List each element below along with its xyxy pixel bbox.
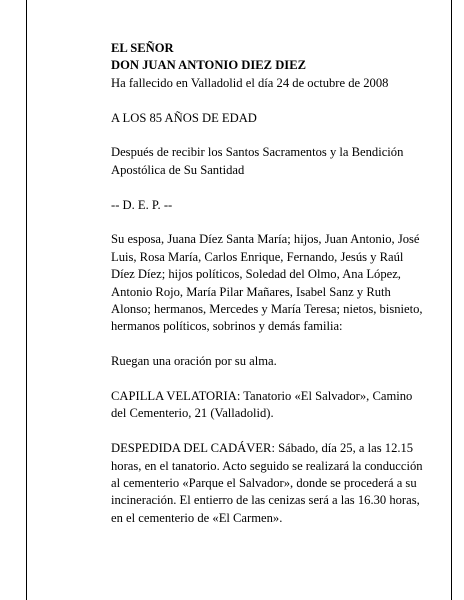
prayer-line: Ruegan una oración por su alma. <box>111 354 277 369</box>
sacraments-paragraph: Después de recibir los Santos Sacramentos y la Bendición Apostólica de Su Santidad <box>111 145 404 177</box>
chapel-paragraph: CAPILLA VELATORIA: Tanatorio «El Salvador», Camino del Cementerio, 21 (Valladolid). <box>111 389 413 421</box>
family-paragraph: Su esposa, Juana Díez Santa María; hijos, Juan Antonio, José Luis, Rosa María, Carlos Enrique, Fernando, Jesús y Raúl Díez Díez; hijos políticos, Soledad del Olmo, Ana López, Antonio Rojo, María Pilar Mañares, Isabel Sanz y Ruth Alonso; hermanos, Mercedes y María Teresa; nietos, bisnieto, hermanos políticos, sobrinos y demás familia: <box>111 232 423 334</box>
header-title: EL SEÑOR <box>111 41 174 55</box>
dep-line: -- D. E. P. -- <box>111 197 173 212</box>
deceased-name: DON JUAN ANTONIO DIEZ DIEZ <box>111 58 307 73</box>
left-border-line <box>26 0 27 600</box>
obituary-notice <box>111 40 423 545</box>
farewell-paragraph: DESPEDIDA DEL CADÁVER: Sábado, día 25, a las 12.15 horas, en el tanatorio. Acto seguido se realizará la conducción al cementerio «Parque el Salvador», donde se procederá a su incineración. El entierro de las cenizas será a las 16.30 horas, en el cementerio de «El Carmen». <box>111 441 423 525</box>
age-line: A LOS 85 AÑOS DE EDAD <box>111 110 257 125</box>
death-announcement: Ha fallecido en Valladolid el día 24 de octubre de 2008 <box>111 75 389 90</box>
right-border-line <box>451 0 452 600</box>
